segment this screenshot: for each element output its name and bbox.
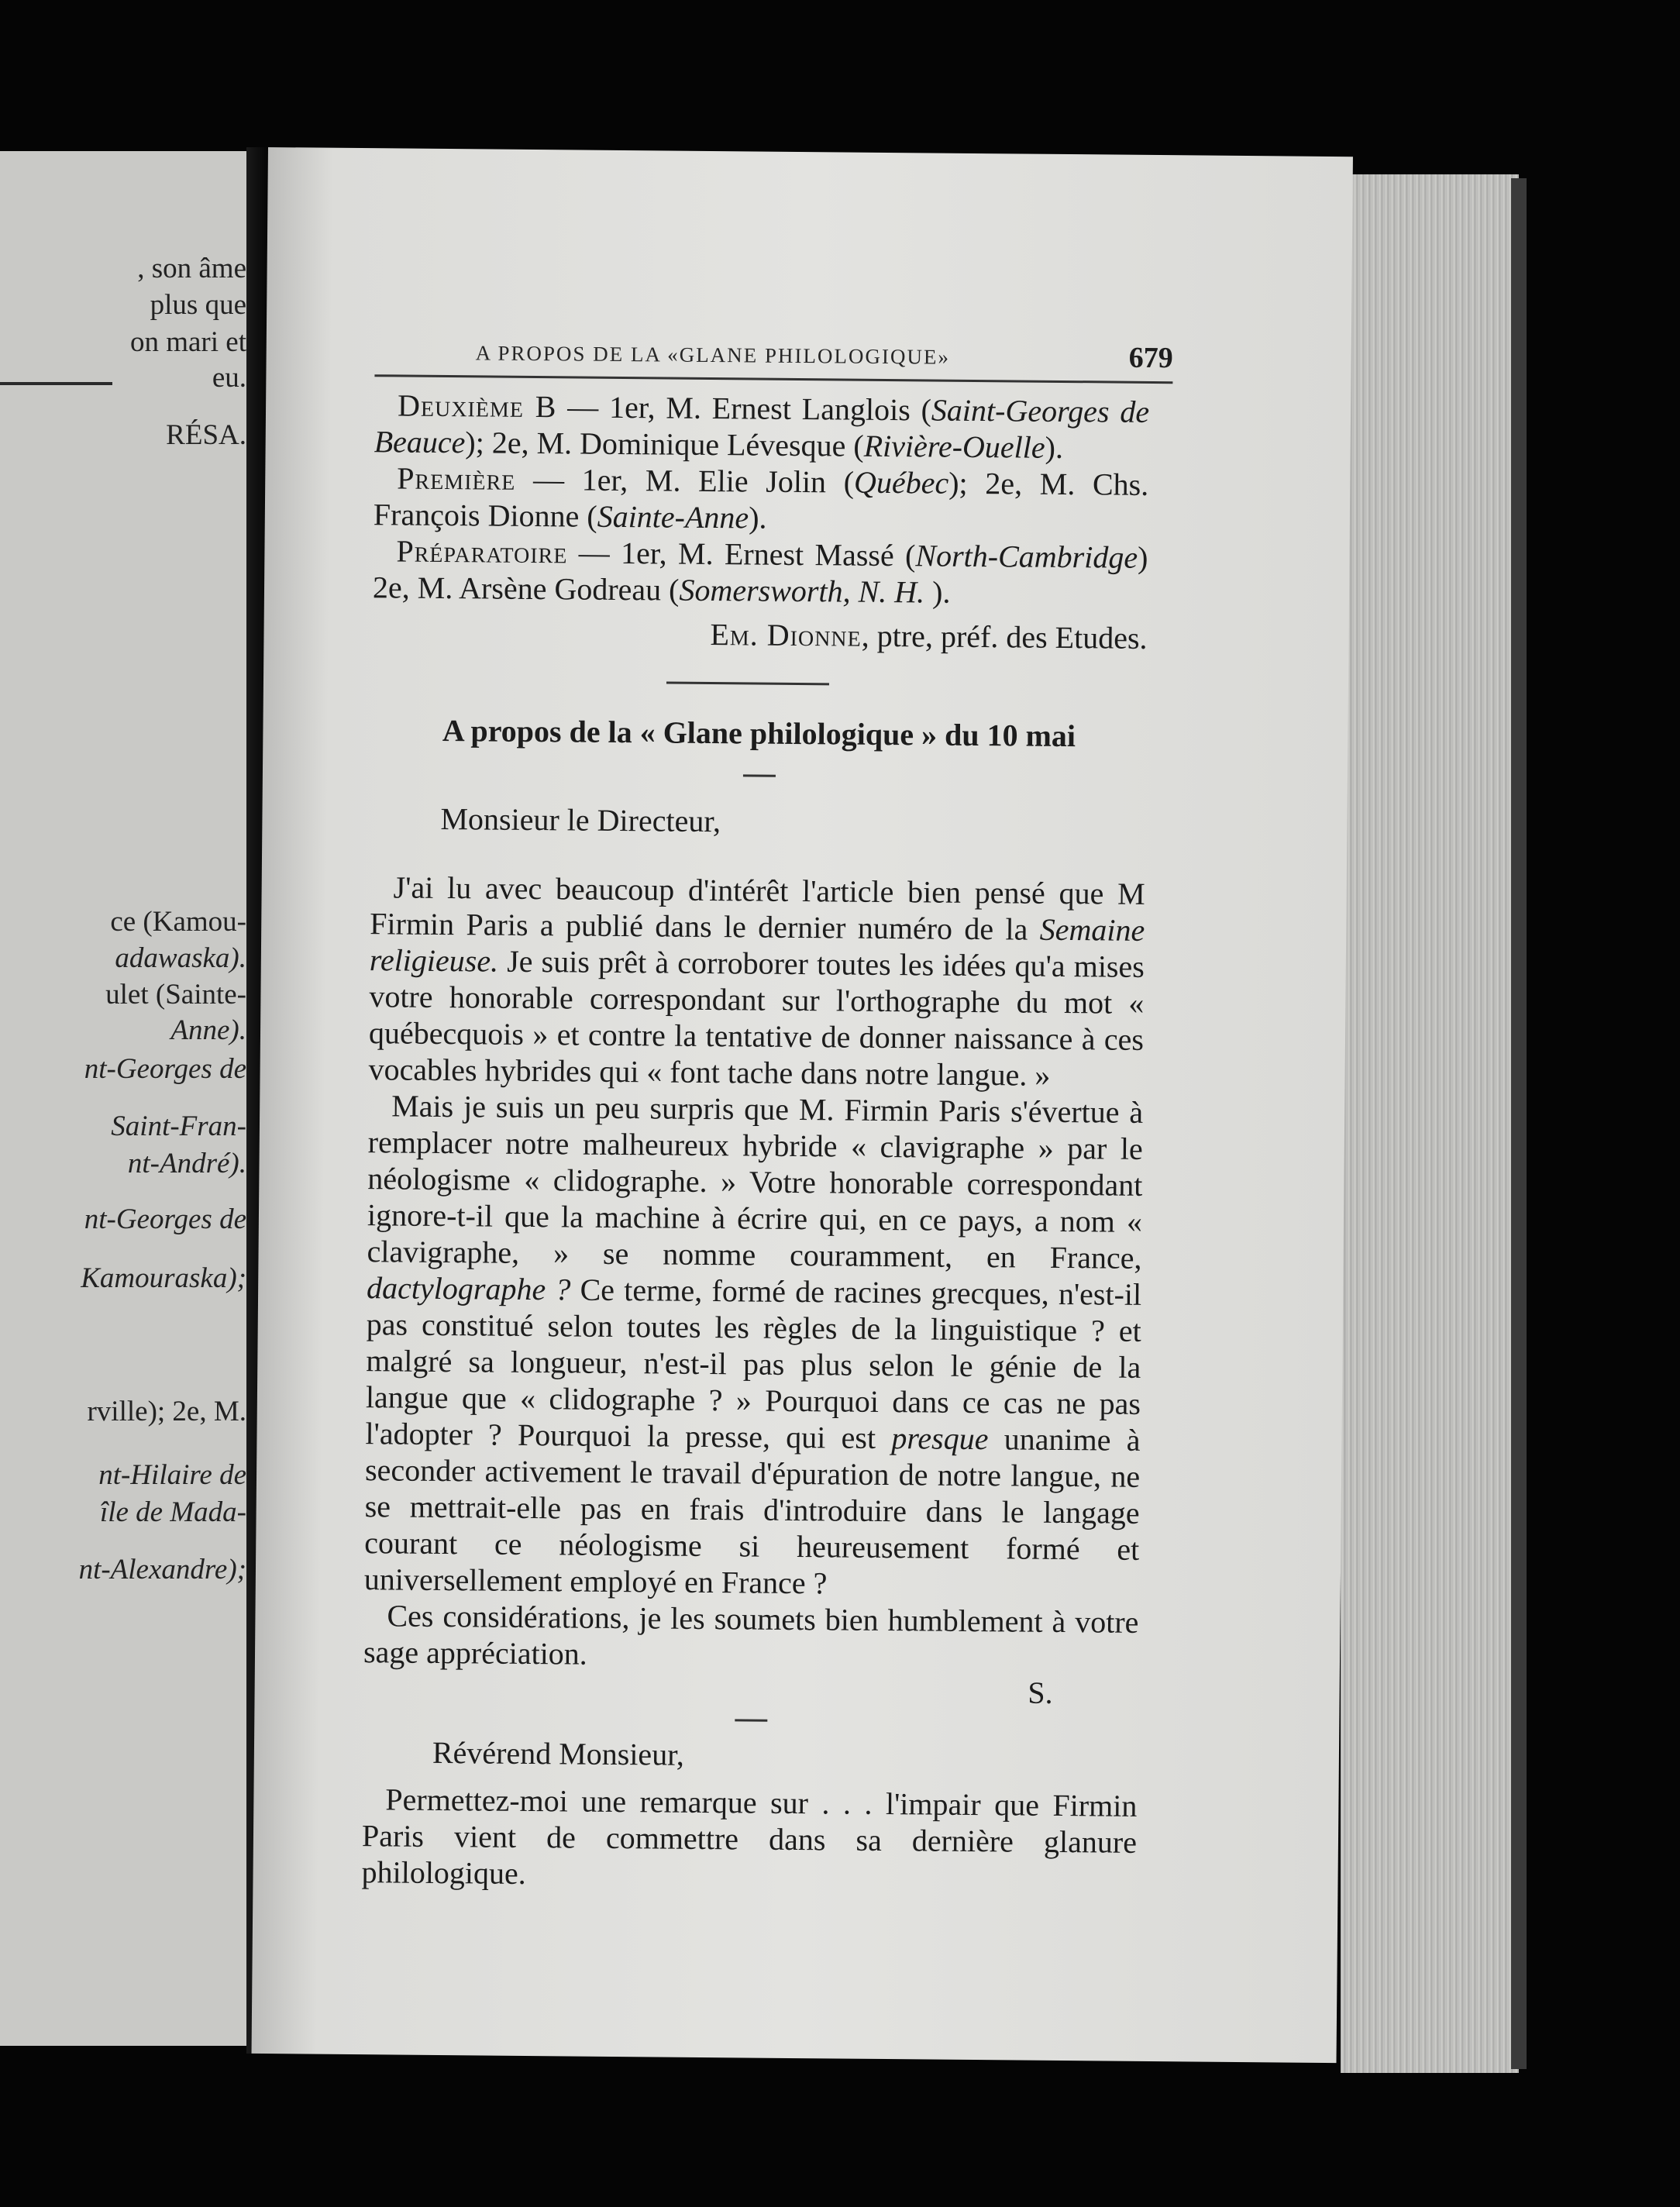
left-page-line: nt-André).: [127, 1148, 246, 1179]
letter-signature: S.: [1028, 1675, 1053, 1710]
left-page-text: [0, 151, 246, 2046]
page-content: [361, 334, 1173, 1897]
left-facing-page: [0, 151, 246, 2046]
page-edges: [1341, 174, 1519, 2073]
running-title: A PROPOS DE LA «GLANE PHILOLOGIQUE»: [475, 341, 951, 369]
left-page-line: on mari et: [129, 326, 246, 358]
page-number: 679: [1128, 341, 1173, 375]
left-page-line: eu.: [212, 362, 246, 394]
paragraph-4: Permettez-moi une remarque sur . . . l'impair que Firmin Paris vient de commettre dans sa dernière glanure philologique.: [361, 1782, 1138, 1891]
left-page-line: adawaska).: [115, 942, 246, 974]
result-preparatoire: Préparatoire — 1er, M. Ernest Massé (North-Cambridge) 2e, M. Arsène Godreau (Somersworth, N. H. ).: [372, 533, 1148, 610]
left-page-line: Kamouraska);: [81, 1262, 246, 1294]
left-page-line: plus que: [150, 289, 246, 321]
class-label: Deuxième B: [397, 387, 557, 425]
letter-divider: [735, 1719, 767, 1721]
result-premiere: Première — 1er, M. Elie Jolin (Québec); 2e, M. Chs. François Dionne (Sainte-Anne).: [373, 460, 1149, 535]
salutation-2: Révérend Monsieur,: [432, 1734, 685, 1772]
left-page-line: nt-Georges de: [84, 1053, 246, 1085]
section-divider: [666, 682, 829, 686]
right-page: [252, 147, 1353, 2063]
salutation: Monsieur le Directeur,: [440, 801, 721, 839]
page-edges-shadow: [1511, 178, 1527, 2069]
class-label: Préparatoire: [396, 533, 568, 570]
title-dash: [743, 774, 776, 776]
article-title: A propos de la « Glane philologique » du 10 mai: [442, 712, 1076, 754]
paragraph-2: Mais je suis un peu surpris que M. Firmin Paris s'évertue à remplacer notre malheureux hybride « clavigraphe » par le néologisme « clidographe. » Votre honorable correspondant ignore-t-il que la machine à écrire qui, en ce pays, a nom « clavigraphe, » se nomme couramment, en France, dactylographe ? Ce terme, formé de racines grecques, n'est-il pas constitué selon toutes les règles de la linguistique ? et malgré sa longueur, n'est-il pas plus selon le génie de la langue que « clidographe ? » Pourquoi dans ce cas ne pas l'adopter ? Pourquoi la presse, qui est presque unanime à seconder activement le travail d'épuration de notre langue, ne se mettrait-elle pas en frais d'introduire dans le langage courant ce néologisme si heureusement formé et universellement employé en France ?: [363, 1088, 1144, 1601]
left-page-line: nt-Georges de: [84, 1203, 246, 1235]
left-page-line: ce (Kamou-: [110, 906, 246, 938]
left-page-line: rville); 2e, M.: [87, 1396, 246, 1427]
result-deuxieme-b: Deuxième B — 1er, M. Ernest Langlois (Saint-Georges de Beauce); 2e, M. Dominique Lévesque (Rivière-Ouelle).: [374, 387, 1150, 465]
left-page-line: Saint-Fran-: [111, 1110, 246, 1142]
results-signature: Em. Dionne, ptre, préf. des Etudes.: [710, 617, 1148, 656]
left-page-line: , son âme: [137, 253, 246, 284]
header-rule: [374, 374, 1172, 384]
left-page-line: Anne).: [170, 1014, 246, 1046]
left-page-line: nt-Alexandre);: [78, 1554, 246, 1586]
paragraph-3: Ces considérations, je les soumets bien humblement à votre sage appréciation.: [363, 1598, 1139, 1672]
class-label: Première: [397, 460, 516, 497]
left-page-line: RÉSA.: [166, 419, 246, 451]
left-page-line: ulet (Sainte-: [105, 979, 246, 1011]
left-page-line: île de Mada-: [99, 1496, 246, 1528]
running-head: [374, 334, 1173, 387]
left-page-line: nt-Hilaire de: [98, 1459, 246, 1491]
paragraph-1: J'ai lu avec beaucoup d'intérêt l'article bien pensé que M Firmin Paris a publié dans le dernier numéro de la Semaine religieuse. Je suis prêt à corroborer toutes les idées qu'a mises votre honorable correspondant sur l'orthographe du mot « québecquois » et contre la tentative de donner naissance à ces vocables hybrides qui « font tache dans notre langue. »: [368, 869, 1145, 1093]
